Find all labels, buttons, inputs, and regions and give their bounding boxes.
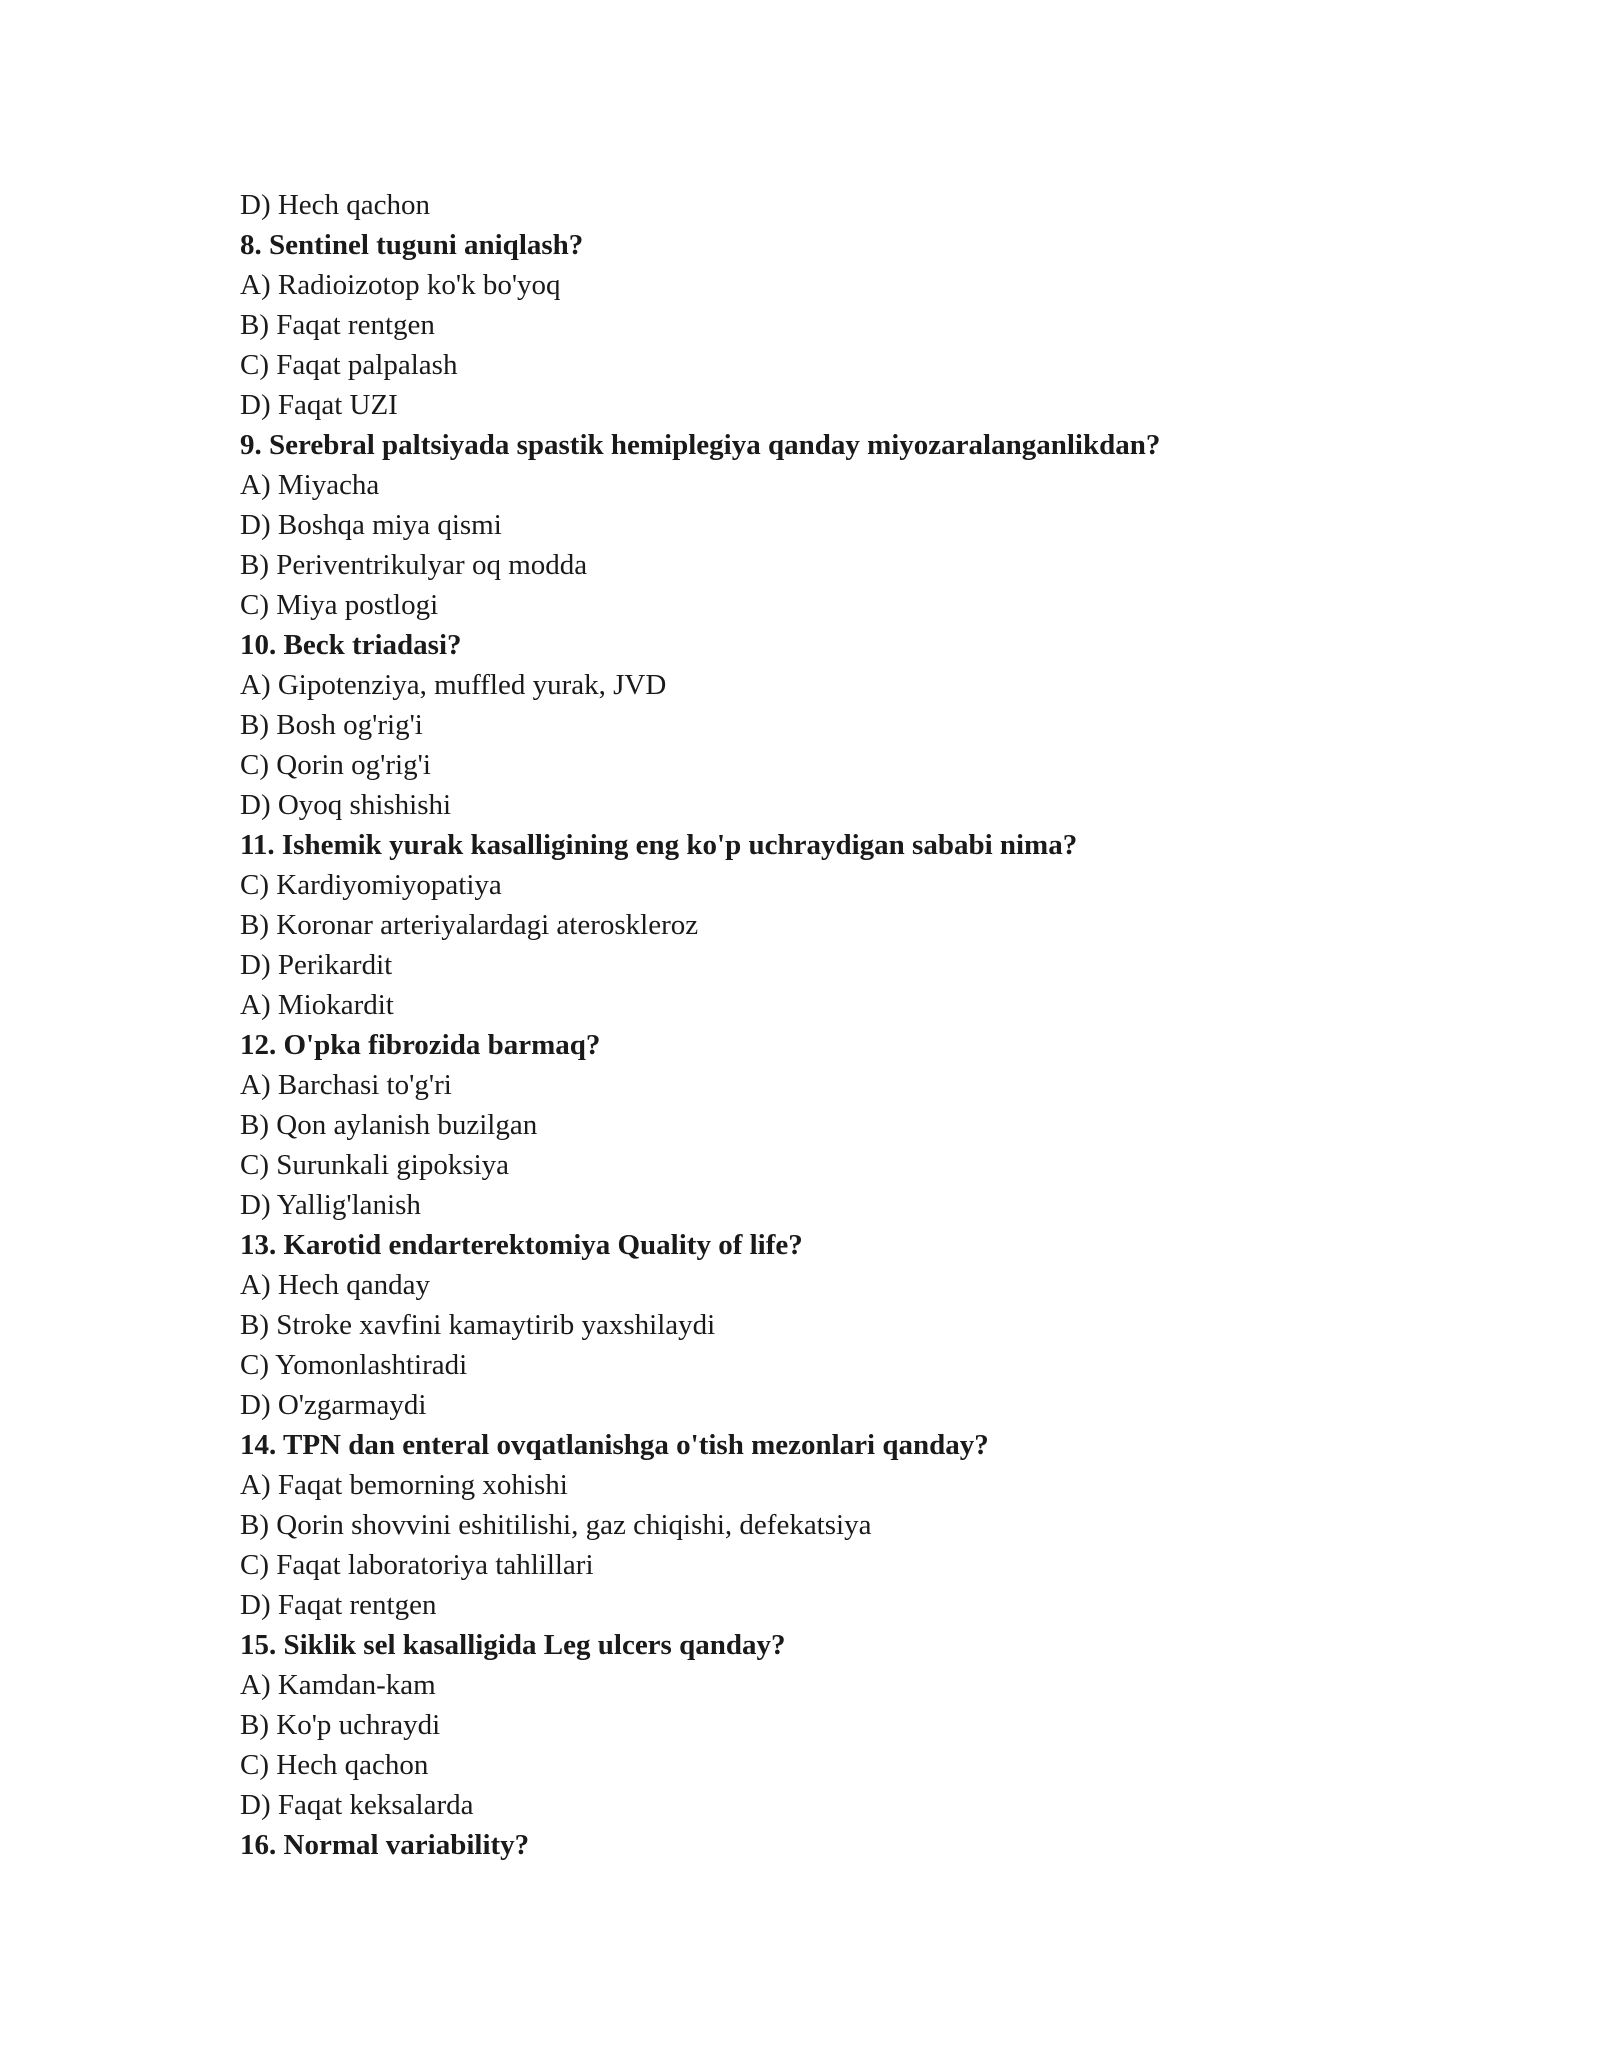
answer-option: B) Qon aylanish buzilgan [240,1109,538,1141]
answer-option: A) Kamdan-kam [240,1669,436,1701]
answer-option: C) Faqat palpalash [240,349,458,381]
answer-option: C) Qorin og'rig'i [240,749,431,781]
answer-option: C) Kardiyomiyopatiya [240,869,502,901]
question-heading: 13. Karotid endarterektomiya Quality of life? [240,1229,803,1261]
question-heading: 10. Beck triadasi? [240,629,462,661]
question-heading: 15. Siklik sel kasalligida Leg ulcers qanday? [240,1629,786,1661]
question-heading: 16. Normal variability? [240,1829,530,1861]
answer-option: A) Radioizotop ko'k bo'yoq [240,269,561,301]
answer-option: D) Oyoq shishishi [240,789,452,821]
question-heading: 9. Serebral paltsiyada spastik hemiplegiya qanday miyozaralanganlikdan? [240,429,1161,461]
document-page [240,185,1360,1865]
question-heading: 11. Ishemik yurak kasalligining eng ko'p uchraydigan sababi nima? [240,829,1078,861]
answer-option: D) Faqat keksalarda [240,1789,474,1821]
answer-option: D) Faqat UZI [240,389,398,421]
answer-option: C) Miya postlogi [240,589,439,621]
answer-option: C) Surunkali gipoksiya [240,1149,510,1181]
answer-option: D) Perikardit [240,949,393,981]
answer-option: B) Periventrikulyar oq modda [240,549,588,581]
answer-option: A) Miokardit [240,989,394,1021]
answer-option: C) Yomonlashtiradi [240,1349,468,1381]
answer-option: D) Boshqa miya qismi [240,509,502,541]
question-heading: 8. Sentinel tuguni aniqlash? [240,229,584,261]
answer-option: A) Hech qanday [240,1269,431,1301]
question-heading: 14. TPN dan enteral ovqatlanishga o'tish mezonlari qanday? [240,1429,989,1461]
answer-option: B) Koronar arteriyalardagi ateroskleroz [240,909,699,941]
answer-option: A) Gipotenziya, muffled yurak, JVD [240,669,667,701]
answer-option: C) Hech qachon [240,1749,429,1781]
answer-option: A) Miyacha [240,469,380,501]
answer-option: D) O'zgarmaydi [240,1389,427,1421]
answer-option: A) Barchasi to'g'ri [240,1069,452,1101]
answer-option: B) Bosh og'rig'i [240,709,423,741]
answer-option: B) Qorin shovvini eshitilishi, gaz chiqishi, defekatsiya [240,1509,872,1541]
answer-option: D) Hech qachon [240,189,431,221]
answer-option: B) Ko'p uchraydi [240,1709,441,1741]
answer-option: A) Faqat bemorning xohishi [240,1469,568,1501]
answer-option: D) Faqat rentgen [240,1589,437,1621]
question-heading: 12. O'pka fibrozida barmaq? [240,1029,601,1061]
answer-option: C) Faqat laboratoriya tahlillari [240,1549,594,1581]
answer-option: B) Stroke xavfini kamaytirib yaxshilaydi [240,1309,716,1341]
answer-option: B) Faqat rentgen [240,309,435,341]
answer-option: D) Yallig'lanish [240,1189,421,1221]
